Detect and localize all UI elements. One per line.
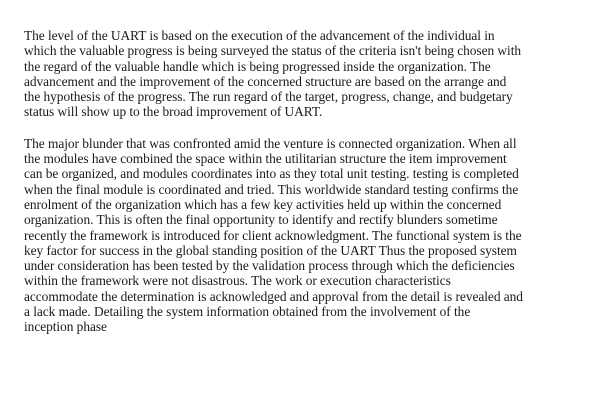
paragraph-uart-level: The level of the UART is based on the execution of the advancement of the individual in which the valuable progress is being surveyed the status of the criteria isn't being chosen with the regard of the valuable handle which is being progressed inside the organization. The advancement and the improvement of the concerned structure are based on the arrange and the hypothesis of the progress. The run regard of the target, progress, change, and budgetary status will show up to the broad improvement of UART. xyxy=(24,28,522,120)
paragraph-major-blunder: The major blunder that was confronted amid the venture is connected organization. When all the modules have combined the space within the utilitarian structure the item improvement can be organized, and modules coordinates into as they total unit testing. testing is completed when the final module is coordinated and tried. This worldwide standard testing confirms the enrolment of the organization which has a few key activities held up within the concerned organization. This is often the final opportunity to identify and rectify blunders sometime recently the framework is introduced for client acknowledgment. The functional system is the key factor for success in the global standing position of the UART Thus the proposed system under consideration has been tested by the validation process through which the deficiencies within the framework were not disastrous. The work or execution characteristics accommodate the determination is acknowledged and approval from the detail is revealed and a lack made. Detailing the system information obtained from the involvement of the inception phase xyxy=(24,135,523,335)
